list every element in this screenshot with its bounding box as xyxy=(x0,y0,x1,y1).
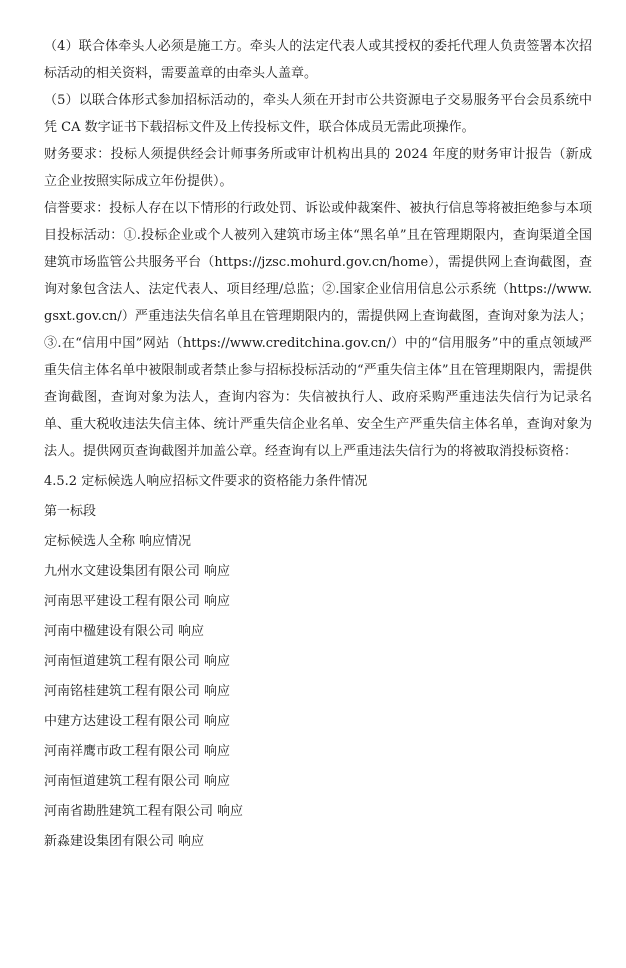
candidate-row xyxy=(44,767,592,797)
candidate-response: 响应 xyxy=(204,594,231,609)
document-page xyxy=(44,0,592,857)
candidate-row xyxy=(44,647,592,677)
candidate-row xyxy=(44,737,592,767)
candidate-name: 河南省勘胜建筑工程有限公司 xyxy=(44,804,214,819)
candidate-response: 响应 xyxy=(204,714,231,729)
candidate-row xyxy=(44,797,592,827)
candidate-response: 响应 xyxy=(204,774,231,789)
candidate-name: 中建方达建设工程有限公司 xyxy=(44,714,201,729)
candidate-name: 新淼建设集团有限公司 xyxy=(44,834,175,849)
bid-section-label: 第一标段 xyxy=(44,504,97,519)
candidate-response: 响应 xyxy=(204,684,231,699)
candidate-response: 响应 xyxy=(178,834,205,849)
header-response: 响应情况 xyxy=(139,534,192,549)
candidate-row xyxy=(44,557,592,587)
candidate-row xyxy=(44,707,592,737)
candidate-response: 响应 xyxy=(204,564,231,579)
candidate-name: 河南中楹建设有限公司 xyxy=(44,624,175,639)
paragraph-credit-requirement: 信誉要求：投标人存在以下情形的行政处罚、诉讼或仲裁案件、被执行信息等将被拒绝参与本项目投标活动：①.投标企业或个人被列入建筑市场主体“黑名单”且在管理期限内，查询渠道全国建筑市场监管公共服务平台（https://jzsc.mohurd.gov.cn/home），需提供网上查询截图，查询对象包含法人、法定代表人、项目经理/总监；②.国家企业信用信息公示系统（https://www.gsxt.gov.cn/）严重违法失信名单且在管理期限内的，需提供网上查询截图，查询对象为法人；③.在“信用中国”网站（https://www.creditchina.gov.cn/）中的“信用服务”中的重点领域严重失信主体名单中被限制或者禁止参与招标投标活动的“严重失信主体”且在管理期限内，需提供查询截图，查询对象为法人，查询内容为：失信被执行人、政府采购严重违法失信行为记录名单、重大税收违法失信主体、统计严重失信企业名单、安全生产严重失信主体名单，查询对象为法人。提供网页查询截图并加盖公章。经查询有以上严重违法失信行为的将被取消投标资格： xyxy=(44,201,592,459)
candidate-response: 响应 xyxy=(217,804,244,819)
paragraph-consortium-lead: （4）联合体牵头人必须是施工方。牵头人的法定代表人或其授权的委托代理人负责签署本次招标活动的相关资料，需要盖章的由牵头人盖章。 xyxy=(44,39,592,81)
table-header xyxy=(44,527,592,557)
candidate-response: 响应 xyxy=(204,654,231,669)
candidate-name: 河南恒道建筑工程有限公司 xyxy=(44,654,201,669)
candidate-name: 河南铭桂建筑工程有限公司 xyxy=(44,684,201,699)
candidate-response: 响应 xyxy=(178,624,205,639)
candidate-name: 河南祥鹰市政工程有限公司 xyxy=(44,744,201,759)
section-title: 4.5.2 定标候选人响应招标文件要求的资格能力条件情况 xyxy=(44,474,368,489)
candidate-name: 九州水文建设集团有限公司 xyxy=(44,564,201,579)
paragraph-financial-requirement: 财务要求：投标人须提供经会计师事务所或审计机构出具的 2024 年度的财务审计报告（新成立企业按照实际成立年份提供）。 xyxy=(44,147,592,189)
candidate-list xyxy=(44,557,592,857)
candidate-row xyxy=(44,827,592,857)
paragraph-consortium-ca: （5）以联合体形式参加招标活动的，牵头人须在开封市公共资源电子交易服务平台会员系统中凭 CA 数字证书下载招标文件及上传投标文件，联合体成员无需此项操作。 xyxy=(44,93,592,135)
candidate-name: 河南恒道建筑工程有限公司 xyxy=(44,774,201,789)
candidate-name: 河南思平建设工程有限公司 xyxy=(44,594,201,609)
candidate-row xyxy=(44,587,592,617)
candidate-row xyxy=(44,617,592,647)
candidate-row xyxy=(44,677,592,707)
header-candidate-name: 定标候选人全称 xyxy=(44,534,136,549)
candidate-response: 响应 xyxy=(204,744,231,759)
